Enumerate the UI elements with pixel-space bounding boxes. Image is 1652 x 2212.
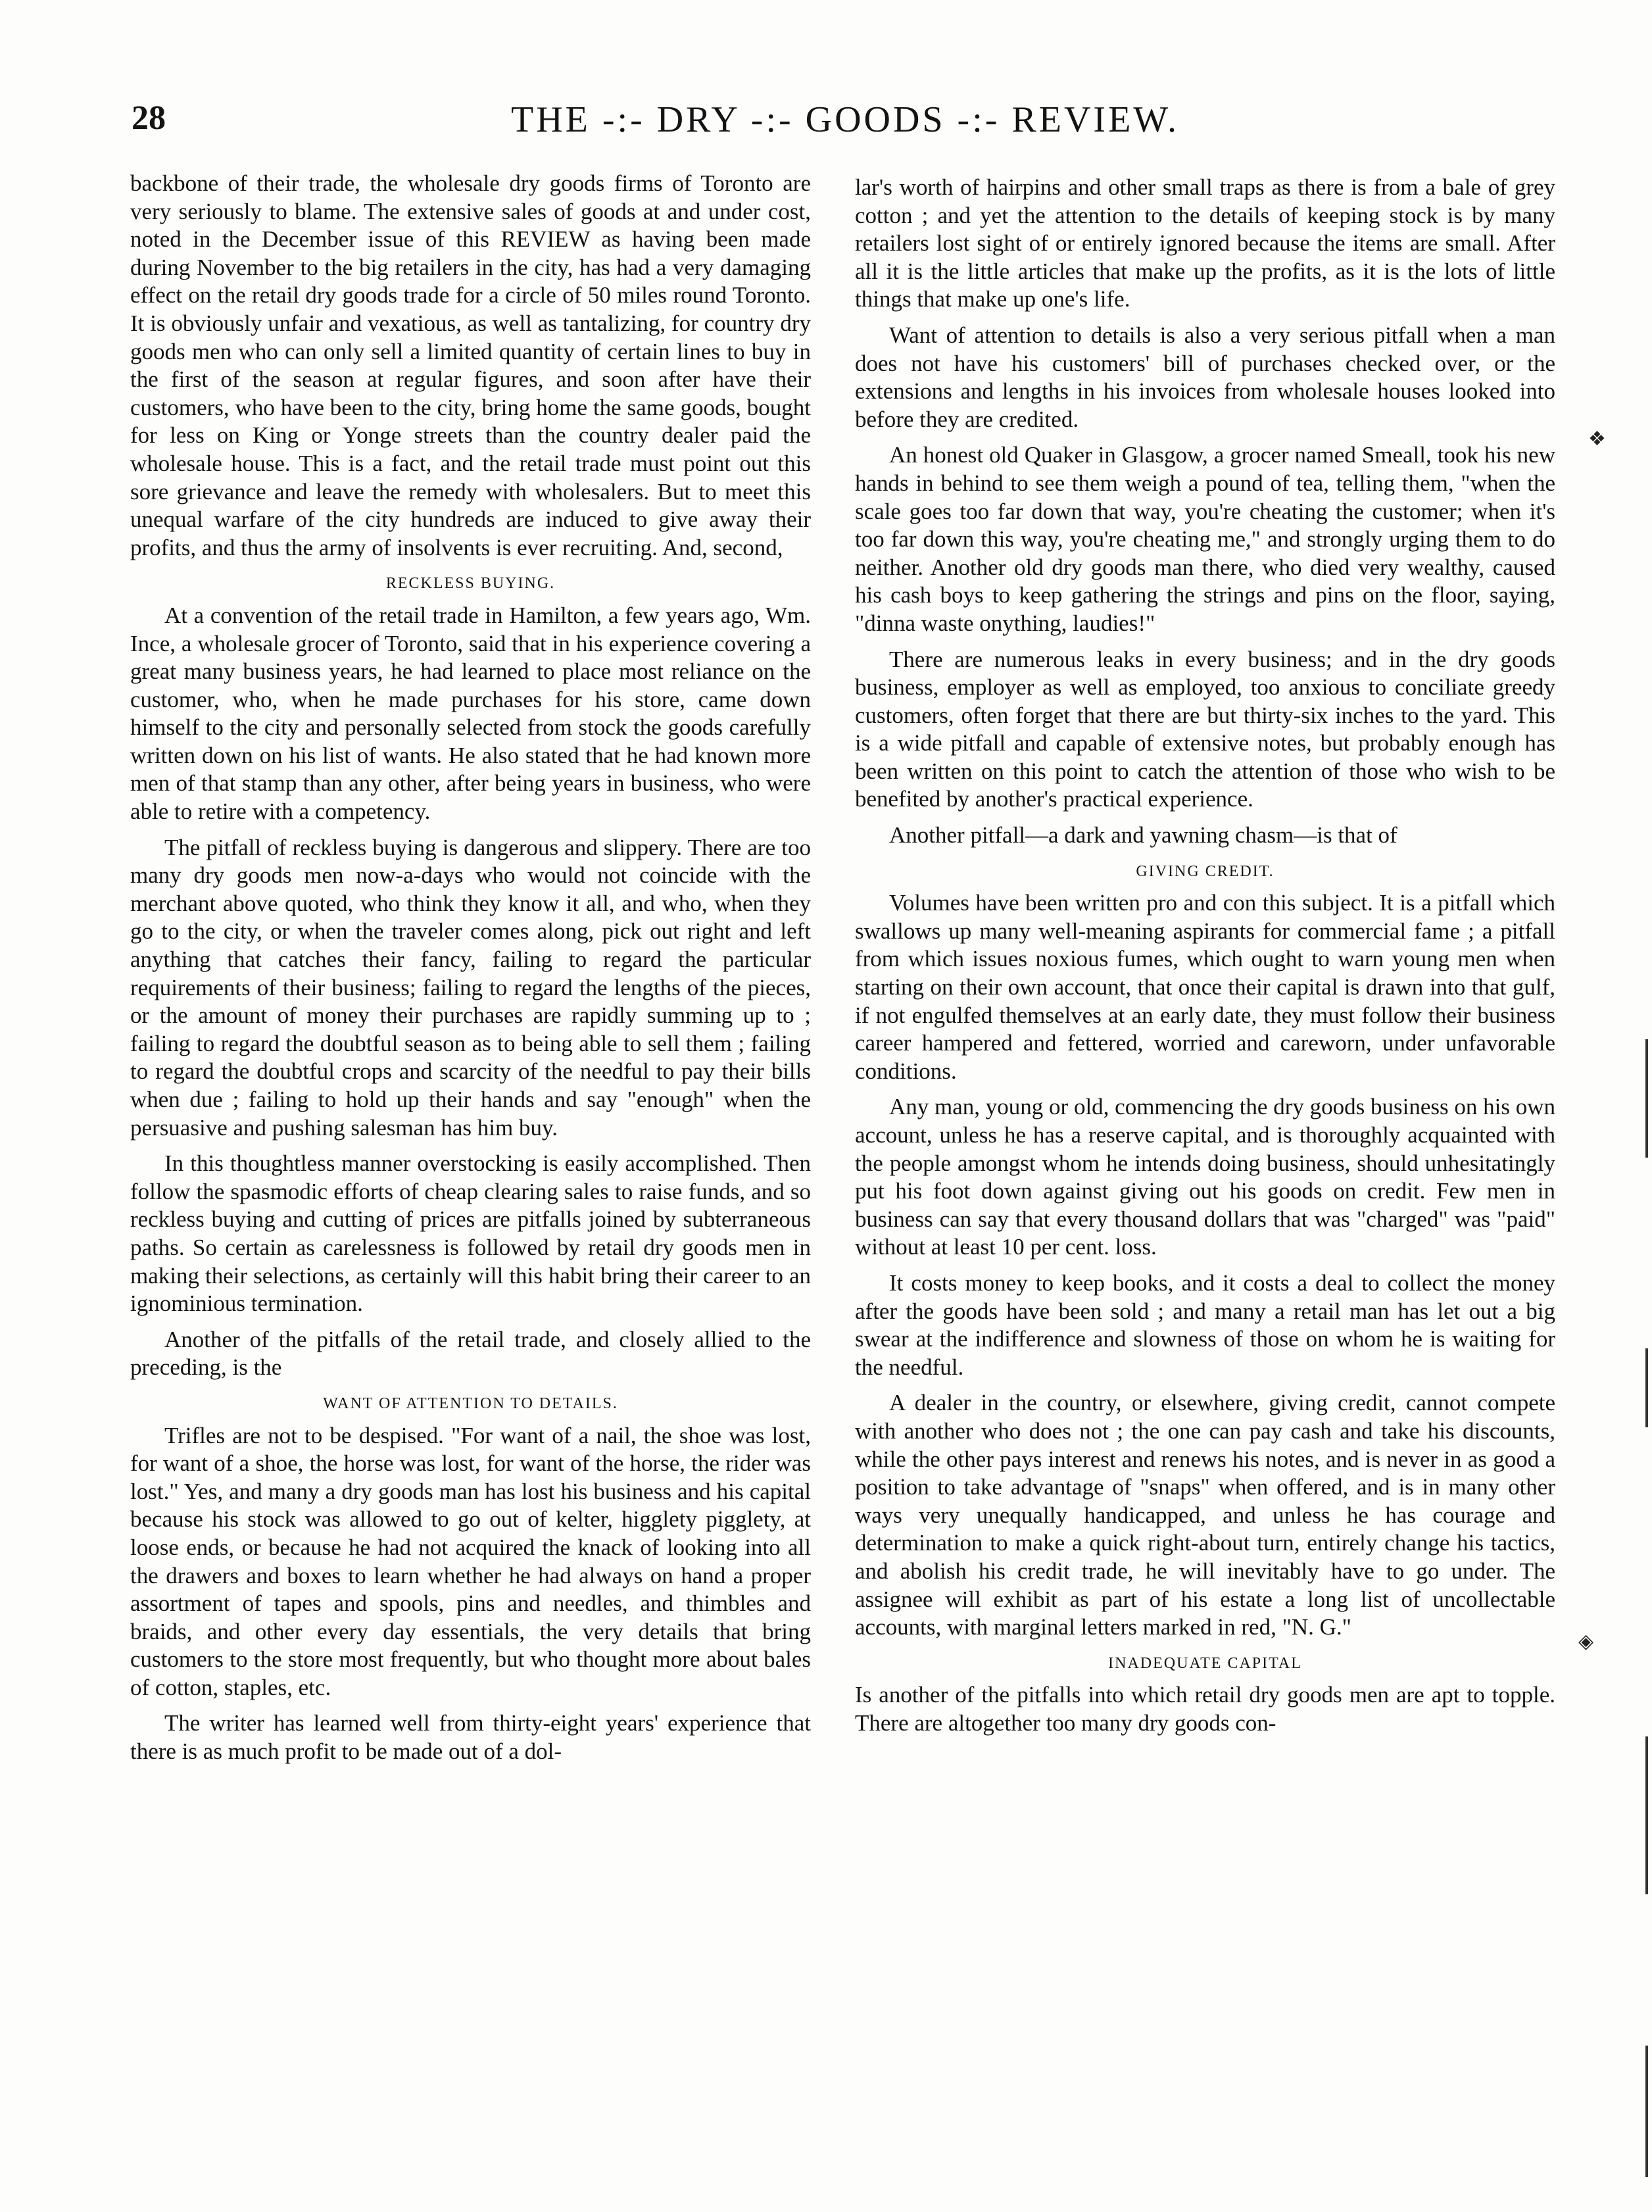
section-heading: INADEQUATE CAPITAL — [1108, 1654, 1302, 1672]
paragraph: Want of attention to details is also a very serious pitfall when a man does not have his customers' bill of purchases checked over, or the extensions and lengths in his invoices from wholesale houses looked into before they are credited. — [855, 322, 1555, 432]
paragraph: Another of the pitfalls of the retail trade, and closely allied to the preceding, is the — [130, 1326, 811, 1381]
margin-ornament-icon: ❖ — [1588, 428, 1606, 450]
right-column — [855, 174, 1555, 1745]
margin-ornament-icon: ◈ — [1578, 1631, 1594, 1652]
section-heading: RECKLESS BUYING. — [385, 575, 556, 593]
left-column — [130, 170, 811, 1774]
paragraph: Volumes have been written pro and con this subject. It is a pitfall which swallows up many well-meaning aspirants for commercial fame ; a pitfall from which issues noxious fumes, which ought to warn young men when starting on their own account, that once their capital is drawn into that gulf, if not engulfed themselves at an early date, they must follow their business career hampered and fettered, worried and careworn, under unfavorable conditions. — [855, 890, 1555, 1084]
section-heading: WANT OF ATTENTION TO DETAILS. — [323, 1394, 618, 1412]
page-header — [132, 99, 1559, 158]
page-edge-mark — [1645, 2046, 1648, 2177]
paragraph: An honest old Quaker in Glasgow, a grocer named Smeall, took his new hands in behind to see them weigh a pound of tea, telling them, "when the scale goes too far down that way, you're cheating the customer; when it's too far down this way, you're cheating me," and strongly urging them to do neither. Another old dry goods man there, who died very wealthy, caused his cash boys to keep gathering the strings and pins on the floor, saying, "dinna waste onything, laudies!" — [855, 442, 1555, 636]
paragraph: Is another of the pitfalls into which retail dry goods men are apt to topple. There are altogether too many dry goods con- — [855, 1682, 1555, 1736]
section-heading: GIVING CREDIT. — [1136, 862, 1275, 880]
paragraph: The writer has learned well from thirty-eight years' experience that there is as much profit to be made out of a dol- — [130, 1710, 811, 1765]
page-edge-mark — [1645, 1039, 1648, 1158]
paragraph: Any man, young or old, commencing the dry goods business on his own account, unless he has a reserve capital, and is thoroughly acquainted with the people amongst whom he intends doing business, should unhesitatingly put his foot down against giving out his goods on credit. Few men in business can say that every thousand dollars that was "charged" was "paid" without at least 10 per cent. loss. — [855, 1094, 1555, 1260]
running-title: THE -:- DRY -:- GOODS -:- REVIEW. — [511, 99, 1179, 140]
paragraph: Trifles are not to be despised. "For want of a nail, the shoe was lost, for want of a shoe, the horse was lost, for want of the horse, the rider was lost." Yes, and many a dry goods man has lost his business and his capital because his stock was allowed to go out of kelter, higglety pigglety, at loose ends, or because he had not acquired the knack of looking into all the drawers and boxes to learn whether he had always on hand a proper assortment of tapes and spools, pins and needles, and thimbles and braids, and other every day essentials, the very details that bring customers to the store most frequently, but who thought more about bales of cotton, staples, etc. — [130, 1422, 811, 1700]
paragraph: Another pitfall—a dark and yawning chasm—is that of — [889, 822, 1397, 848]
page-edge-mark — [1645, 1736, 1648, 1894]
page-edge-mark — [1645, 1348, 1648, 1427]
paragraph: The pitfall of reckless buying is dangerous and slippery. There are too many dry goods men now-a-days who would not coincide with the merchant above quoted, who think they know it all, and who, when they go to the city, or when the traveler comes along, pick out right and left anything that catches their fancy, failing to regard the particular requirements of their business; failing to regard the lengths of the pieces, or the amount of money their purchases are rapidly summing up to ; failing to regard the doubtful season as to being able to sell them ; failing to regard the doubtful crops and scarcity of the needful to pay their bills when due ; failing to hold up their hands and say "enough" when the persuasive and pushing salesman has him buy. — [130, 834, 811, 1141]
paragraph: backbone of their trade, the wholesale dry goods firms of Toronto are very seriously to blame. The extensive sales of goods at and under cost, noted in the December issue of this REVIEW as having been made during November to the big retailers in the city, has had a very damaging effect on the retail dry goods trade for a circle of 50 miles round Toronto. It is obviously unfair and vexatious, as well as tantalizing, for country dry goods men who can only sell a limited quantity of certain lines to buy in the first of the season at regular figures, and soon after have their customers, who have been to the city, bring home the same goods, bought for less on King or Yonge streets than the country dealer paid the wholesale house. This is a fact, and the retail trade must point out this sore grievance and leave the remedy with wholesalers. But to meet this unequal warfare of the city hundreds are induced to give away their profits, and thus the army of insolvents is ever recruiting. And, second, — [130, 170, 811, 560]
paragraph: It costs money to keep books, and it costs a deal to collect the money after the goods have been sold ; and many a retail man has let out a big swear at the indifference and slowness of those on whom he is waiting for the needful. — [855, 1269, 1555, 1380]
paragraph: At a convention of the retail trade in Hamilton, a few years ago, Wm. Ince, a wholesale grocer of Toronto, said that in his experience covering a great many business years, he had learned to place most reliance on the customer, who, when he made purchases for his store, came down himself to the city and personally selected from stock the goods carefully written down on his list of wants. He also stated that he had known more men of that stamp than any other, after being years in business, who were able to retire with a competency. — [130, 602, 811, 825]
page-number: 28 — [132, 99, 166, 137]
paragraph: In this thoughtless manner overstocking is easily accomplished. Then follow the spasmodic efforts of cheap clearing sales to raise funds, and so reckless buying and cutting of prices are pitfalls joined by subterraneous paths. So certain as carelessness is followed by retail dry goods men in making their selections, as certainly will this habit bring their career to an ignominious termination. — [130, 1150, 811, 1317]
paragraph: lar's worth of hairpins and other small traps as there is from a bale of grey cotton ; and yet the attention to the details of keeping stock is by many retailers lost sight of or entirely ignored because the items are small. After all it is the little articles that make up the profits, as it is the lots of little things that make up one's life. — [855, 174, 1555, 312]
paragraph: There are numerous leaks in every business; and in the dry goods business, employer as well as employed, too anxious to conciliate greedy customers, often forget that there are but thirty-six inches to the yard. This is a wide pitfall and capable of extensive notes, but probably enough has been written on this point to catch the attention of those who wish to be benefited by another's practical experience. — [855, 646, 1555, 812]
paragraph: A dealer in the country, or elsewhere, giving credit, cannot compete with another who does not ; the one can pay cash and take his discounts, while the other pays interest and renews his notes, and is never in as good a position to take advantage of "snaps" when offered, and is in many other ways very unequally handicapped, and unless he has courage and determination to make a quick right-about turn, entirely change his tactics, and abolish his credit trade, he will inevitably have to go under. The assignee will exhibit as part of his estate a long list of uncollectable accounts, with marginal letters marked in red, "N. G." — [855, 1390, 1555, 1640]
